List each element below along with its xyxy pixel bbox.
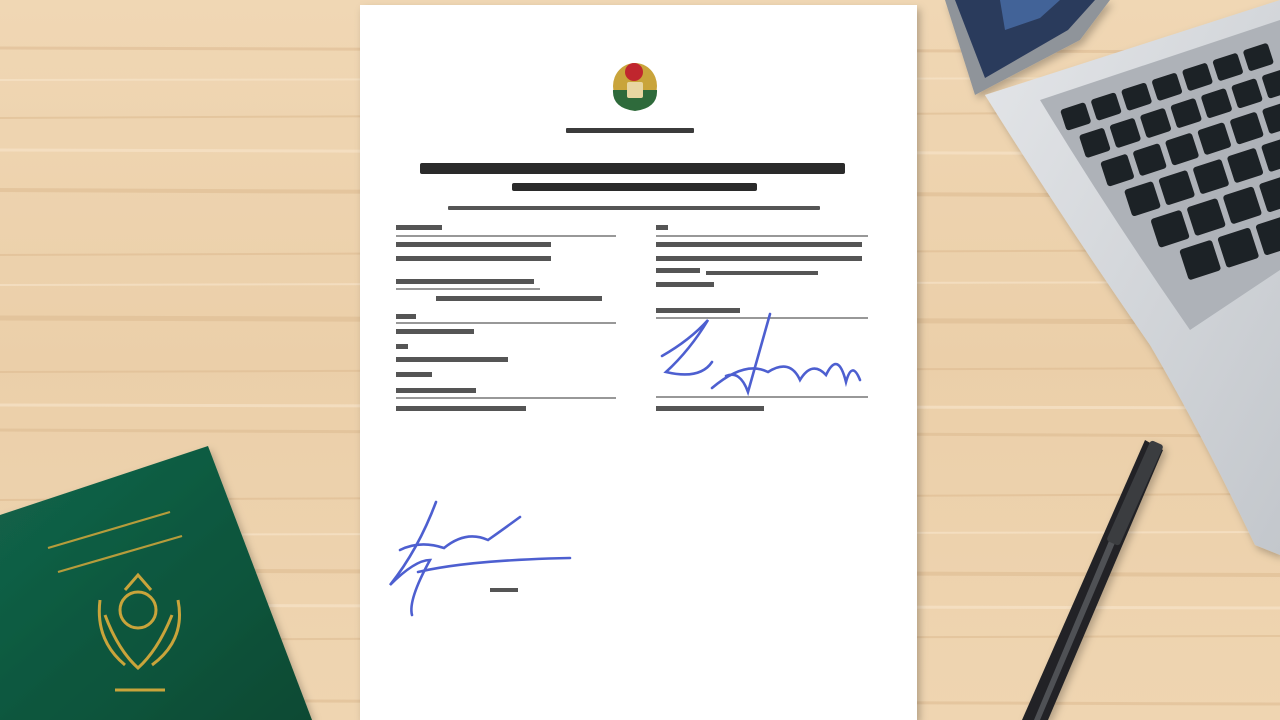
document-left-fields (396, 225, 616, 235)
official-document (360, 5, 917, 720)
document-subtitle (448, 203, 820, 213)
document-title (420, 163, 845, 175)
document-emblem (613, 63, 657, 111)
document-right-fields (656, 225, 868, 235)
document-header (566, 126, 694, 136)
